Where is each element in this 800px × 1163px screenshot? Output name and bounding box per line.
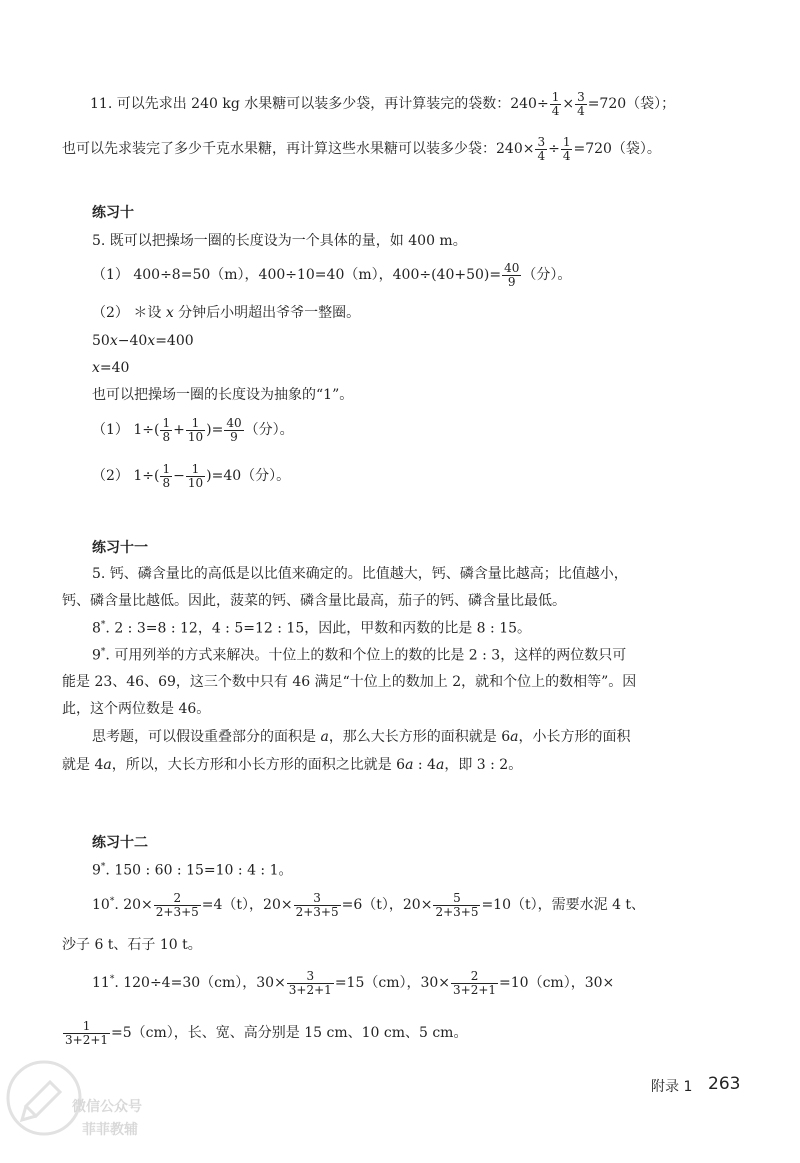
equation: x=40 [92, 360, 130, 376]
fraction: $\frac{1}{10}$ [187, 462, 204, 490]
fraction: $\frac{1}{8}$ [162, 462, 171, 490]
paragraph: （2） 1÷( $\frac{1}{8}$ − $\frac{1}{10}$ )=40（分）。 [92, 462, 291, 490]
paragraph: 5. 既可以把操场一圈的长度设为一个具体的量，如 400 m。 [92, 233, 467, 249]
fraction: $\frac{1}{8}$ [162, 416, 171, 444]
paragraph: 8*. 2 : 3=8 : 12，4 : 5=12 : 15，因此，甲数和丙数的比是 8 : 15。 [92, 620, 532, 637]
paragraph: 此，这个两位数是 46。 [62, 701, 211, 717]
equation: 50x−40x=400 [92, 333, 194, 349]
appendix-label: 附录 1 [651, 1079, 693, 1095]
fraction: $\frac{5}{2+3+5}$ [435, 891, 479, 919]
sec0-line2: 也可以先求装完了多少千克水果糖，再计算这些水果糖可以装多少袋：240× $\frac{3}{4}$ ÷ $\frac{1}{4}$ =720（袋）。 [62, 135, 661, 163]
fraction: $\frac{3}{3+2+1}$ [288, 969, 332, 997]
paragraph: 9*. 可用列举的方式来解决。十位上的数和个位上的数的比是 2 : 3，这样的两位数只可 [92, 647, 627, 664]
fraction: $\frac{40}{9}$ [504, 261, 520, 289]
fraction: $\frac{1}{3+2+1}$ [65, 1019, 109, 1047]
paragraph: $\frac{1}{3+2+1}$ =5（cm），长、宽、高分别是 15 cm、10 cm、5 cm。 [65, 1019, 468, 1047]
fraction: $\frac{1}{4}$ [551, 90, 560, 118]
paragraph: 思考题，可以假设重叠部分的面积是 a，那么大长方形的面积就是 6a，小长方形的面积 [92, 729, 631, 745]
paragraph: 11*. 120÷4=30（cm），30× $\frac{3}{3+2+1}$ =15（cm），30× $\frac{2}{3+2+1}$ =10（cm），30× [92, 969, 615, 997]
paragraph: 9*. 150 : 60 : 15=10 : 4 : 1。 [92, 862, 293, 879]
fraction: $\frac{40}{9}$ [226, 416, 242, 444]
paragraph: （2） ＊设 x 分钟后小明超出爷爷一整圈。 [92, 305, 361, 321]
section-heading: 练习十 [92, 205, 134, 221]
fraction: $\frac{2}{2+3+5}$ [155, 891, 199, 919]
sec0-line1: 11. 可以先求出 240 kg 水果糖可以装多少袋，再计算装完的袋数：240÷ $\frac{1}{4}$ × $\frac{3}{4}$ =720（袋）； [90, 90, 676, 118]
page-number: 263 [708, 1074, 741, 1094]
paragraph: （1） 400÷8=50（m），400÷10=40（m），400÷(40+50)= $\frac{40}{9}$ （分）。 [92, 261, 572, 289]
fraction: $\frac{1}{4}$ [562, 135, 571, 163]
watermark-line2: 菲菲教辅 [82, 1122, 138, 1138]
fraction: $\frac{3}{2+3+5}$ [295, 891, 339, 919]
paragraph: 能是 23、46、69，这三个数中只有 46 满足“十位上的数加上 2，就和个位上的数相等”。因 [62, 674, 637, 690]
paragraph: 沙子 6 t、石子 10 t。 [62, 937, 202, 953]
fraction: $\frac{2}{3+2+1}$ [453, 969, 497, 997]
fraction: $\frac{1}{10}$ [187, 416, 204, 444]
fraction: $\frac{3}{4}$ [577, 90, 585, 118]
fraction: $\frac{3}{4}$ [537, 135, 546, 163]
paragraph: 钙、磷含量比越低。因此，菠菜的钙、磷含量比最高，茄子的钙、磷含量比最低。 [62, 593, 566, 609]
paragraph: 5. 钙、磷含量比的高低是以比值来确定的。比值越大，钙、磷含量比越高；比值越小， [92, 566, 628, 582]
section-heading: 练习十一 [92, 540, 148, 556]
paragraph: 就是 4a，所以，大长方形和小长方形的面积之比就是 6a : 4a，即 3 : 2。 [62, 757, 523, 773]
paragraph: 也可以把操场一圈的长度设为抽象的“1”。 [92, 387, 354, 403]
section-heading: 练习十二 [92, 835, 148, 851]
paragraph: （1） 1÷( $\frac{1}{8}$ + $\frac{1}{10}$ )= $\frac{40}{9}$ （分）。 [92, 416, 294, 444]
watermark-line1: 微信公众号 [72, 1099, 142, 1115]
paragraph: 10*. 20× $\frac{2}{2+3+5}$ =4（t），20× $\frac{3}{2+3+5}$ =6（t），20× $\frac{5}{2+3+5}$ =10（t），需要水泥 4 t、 [92, 891, 646, 919]
